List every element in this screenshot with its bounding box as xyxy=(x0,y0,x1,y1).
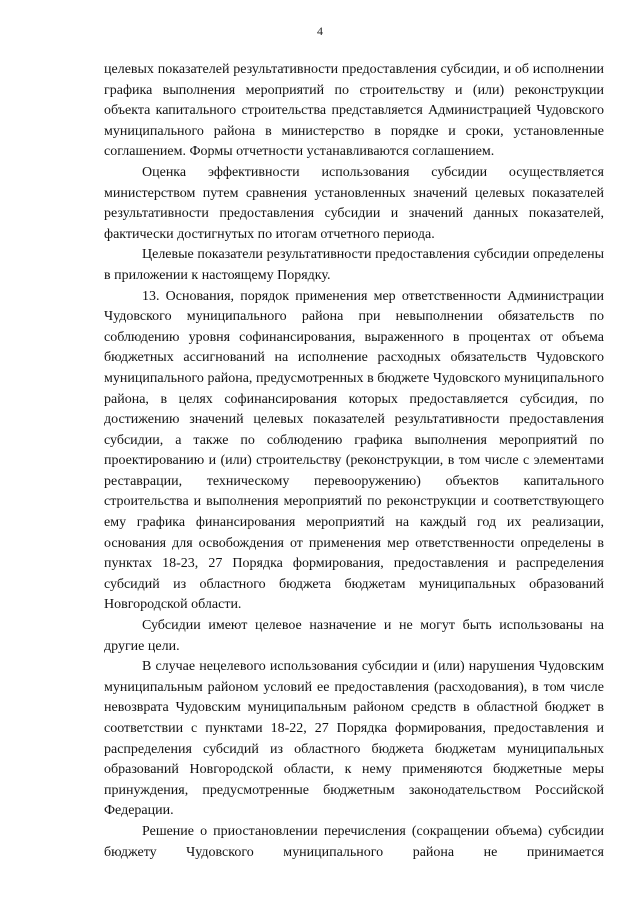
paragraph-subsidy-purpose: Субсидии имеют целевое назначение и не могут быть использованы на другие цели. xyxy=(104,618,604,654)
document-body xyxy=(104,60,604,863)
paragraph-item-13-liability: 13. Основания, порядок применения мер ответственности Администрации Чудовского муниципального района при невыполнении обязательств по соблюдению уровня софинансирования, выраженного в процентах от объема бюджетных ассигнований на исполнение расходных обязательств Чудовского муниципального района, предусмотренных в бюджете Чудовского муниципального района, в целях софинансирования которых предоставляется субсидия, по достижению значений целевых показателей результативности предоставления субсидии, а также по соблюдению графика выполнения мероприятий по проектированию и (или) строительству (реконструкции, в том числе с элементами реставрации, техническому перевооружению) объектов капитального строительства и выполнения мероприятий по реконструкции и соответствующего ему графика финансирования мероприятий на каждый год их реализации, основания для освобождения от применения мер ответственности определены в пунктах 18-23, 27 Порядка формирования, предоставления и распределения субсидий из областного бюджета бюджетам муниципальных образований Новгородской области. xyxy=(104,288,604,613)
paragraph-target-indicators: Целевые показатели результативности предоставления субсидии определены в приложении к настоящему Порядку. xyxy=(104,247,604,283)
paragraph-efficiency-evaluation: Оценка эффективности использования субсидии осуществляется министерством путем сравнения установленных значений целевых показателей результативности предоставления субсидии и значений данных показателей, фактически достигнутых по итогам отчетного периода. xyxy=(104,164,604,242)
paragraph-misuse-measures: В случае нецелевого использования субсидии и (или) нарушения Чудовским муниципальным районом условий ее предоставления (расходования), в том числе невозврата Чудовским муниципальным районом средств в областной бюджет в соответствии с пунктами 18-22, 27 Порядка формирования, предоставления и распределения субсидий из областного бюджета бюджетам муниципальных образований Новгородской области, к нему применяются бюджетные меры принуждения, предусмотренные бюджетным законодательством Российской Федерации. xyxy=(104,659,604,819)
page-number: 4 xyxy=(317,24,323,38)
paragraph-reporting-continuation: целевых показателей результативности предоставления субсидии, и об исполнении графика выполнения мероприятий по строительству и (или) реконструкции объекта капитального строительства представляется Администрацией Чудовского муниципального района в министерство в порядке и сроки, установленные соглашением. Формы отчетности устанавливаются соглашением. xyxy=(104,62,604,160)
paragraph-suspension-decision: Решение о приостановлении перечисления (сокращении объема) субсидии бюджету Чудовского муниципального района не принимается xyxy=(104,823,604,860)
